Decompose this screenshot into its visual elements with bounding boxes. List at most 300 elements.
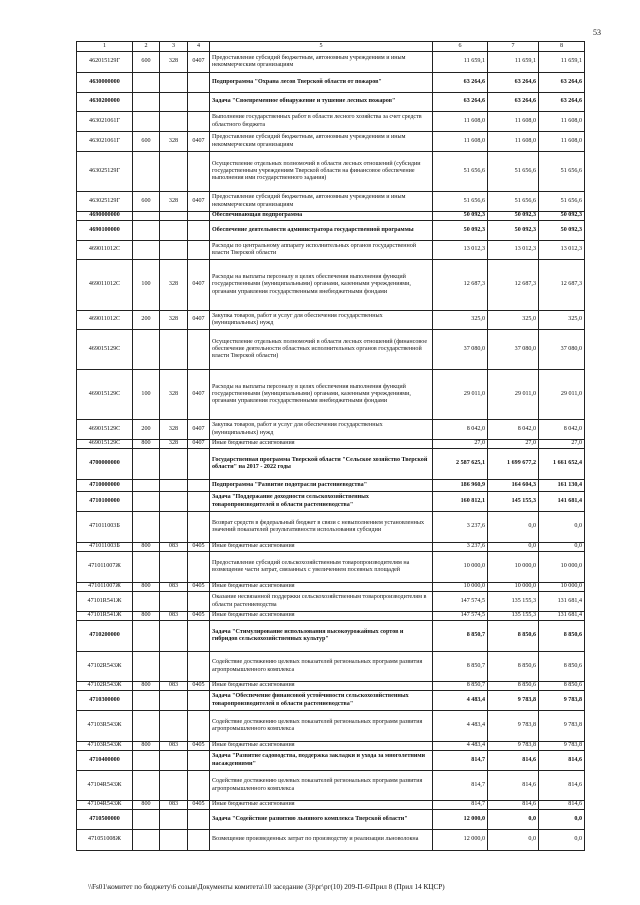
cell-amount-col-6: 10 000,0 <box>433 583 488 592</box>
cell-section-code: 0405 <box>188 612 210 621</box>
cell-description: Закупка товаров, работ и услуг для обеспечения государственных (муниципальных) нужд <box>210 311 433 330</box>
cell-description: Иные бюджетные ассигнования <box>210 440 433 449</box>
cell-amount-col-6: 814,7 <box>433 751 488 771</box>
header-col-7: 7 <box>488 42 539 52</box>
cell-expense-type: 600 <box>133 52 160 73</box>
cell-section-code <box>188 652 210 682</box>
table-body <box>77 52 585 851</box>
cell-section-code: 0405 <box>188 682 210 691</box>
cell-amount-col-8: 0,0 <box>539 810 585 830</box>
cell-description: Иные бюджетные ассигнования <box>210 801 433 810</box>
cell-ministry-code: 083 <box>160 801 188 810</box>
cell-ministry-code <box>160 152 188 192</box>
cell-section-code: 0407 <box>188 440 210 449</box>
cell-section-code <box>188 552 210 583</box>
cell-amount-col-7: 29 011,0 <box>488 370 539 420</box>
cell-section-code: 0405 <box>188 742 210 751</box>
table-row <box>77 440 585 449</box>
cell-expense-type <box>133 492 160 512</box>
cell-section-code <box>188 830 210 851</box>
cell-target-code: 463025129Г <box>77 192 133 212</box>
cell-ministry-code <box>160 830 188 851</box>
cell-section-code: 0407 <box>188 420 210 440</box>
cell-description: Осуществление отдельных полномочий в области лесных отношений (субсидии государственным учреждениям Тверской области на финансовое обеспечение выполнения ими государственного задания) <box>210 152 433 192</box>
cell-section-code <box>188 592 210 612</box>
cell-section-code <box>188 751 210 771</box>
cell-expense-type: 600 <box>133 132 160 152</box>
table-row <box>77 583 585 592</box>
cell-amount-col-8: 141 681,4 <box>539 492 585 512</box>
cell-section-code <box>188 152 210 192</box>
cell-expense-type <box>133 221 160 241</box>
cell-amount-col-6: 12 687,3 <box>433 260 488 311</box>
cell-amount-col-7: 0,0 <box>488 830 539 851</box>
cell-section-code: 0407 <box>188 370 210 420</box>
cell-amount-col-6: 50 092,3 <box>433 221 488 241</box>
cell-amount-col-8: 51 656,6 <box>539 192 585 212</box>
cell-expense-type: 800 <box>133 440 160 449</box>
cell-amount-col-6: 8 850,7 <box>433 621 488 652</box>
cell-expense-type <box>133 751 160 771</box>
cell-target-code: 47103R543Ж <box>77 711 133 742</box>
header-col-8: 8 <box>539 42 585 52</box>
cell-amount-col-6: 51 656,6 <box>433 192 488 212</box>
cell-amount-col-8: 11 608,0 <box>539 132 585 152</box>
table-row <box>77 330 585 370</box>
header-col-2: 2 <box>133 42 160 52</box>
table-row <box>77 480 585 492</box>
cell-description: Задача "Обеспечение финансовой устойчивости сельскохозяйственных товаропроизводителей в области растениеводства" <box>210 691 433 711</box>
cell-amount-col-7: 8 850,6 <box>488 682 539 691</box>
cell-target-code: 4710000000 <box>77 480 133 492</box>
cell-expense-type: 100 <box>133 370 160 420</box>
cell-amount-col-6: 63 264,6 <box>433 93 488 112</box>
cell-target-code: 4630200000 <box>77 93 133 112</box>
file-path-footer: \\Fs01\комитет по бюджету\6 созыв\Документы комитета\10 заседание (3)\рг\рг(10) 209-П-6\Прил 8 (Прил 14 КЦСР) <box>88 883 445 891</box>
cell-expense-type <box>133 112 160 132</box>
cell-ministry-code: 083 <box>160 543 188 552</box>
cell-expense-type <box>133 241 160 260</box>
cell-amount-col-7: 814,6 <box>488 751 539 771</box>
cell-section-code <box>188 241 210 260</box>
cell-target-code: 463021061Г <box>77 112 133 132</box>
cell-target-code: 47102R543Ж <box>77 682 133 691</box>
cell-description: Предоставление субсидий бюджетным, автономным учреждениям и иным некоммерческим организациям <box>210 132 433 152</box>
header-col-4: 4 <box>188 42 210 52</box>
cell-expense-type <box>133 830 160 851</box>
cell-amount-col-7: 814,6 <box>488 801 539 810</box>
cell-section-code: 0405 <box>188 801 210 810</box>
cell-description: Возмещение произведенных затрат по производству и реализации льноволокна <box>210 830 433 851</box>
cell-ministry-code <box>160 212 188 221</box>
cell-amount-col-7: 11 659,1 <box>488 52 539 73</box>
cell-section-code: 0407 <box>188 260 210 311</box>
cell-ministry-code <box>160 93 188 112</box>
cell-amount-col-6: 8 042,0 <box>433 420 488 440</box>
cell-section-code <box>188 212 210 221</box>
cell-expense-type: 800 <box>133 682 160 691</box>
cell-target-code: 4710100000 <box>77 492 133 512</box>
cell-description: Предоставление субсидий сельскохозяйственным товаропроизводителям на возмещение части затрат, связанных с увеличением посевных площадей <box>210 552 433 583</box>
cell-amount-col-8: 0,0 <box>539 830 585 851</box>
cell-description: Предоставление субсидий бюджетным, автономным учреждениям и иным некоммерческим организациям <box>210 192 433 212</box>
cell-target-code: 47101R541Ж <box>77 612 133 621</box>
cell-target-code: 469015129С <box>77 420 133 440</box>
cell-ministry-code: 083 <box>160 583 188 592</box>
cell-amount-col-8: 0,0 <box>539 543 585 552</box>
header-col-5: 5 <box>210 42 433 52</box>
cell-amount-col-6: 325,0 <box>433 311 488 330</box>
table-row <box>77 192 585 212</box>
cell-amount-col-8: 0,0 <box>539 512 585 543</box>
cell-section-code: 0407 <box>188 192 210 212</box>
budget-table <box>76 41 585 851</box>
cell-target-code: 4710200000 <box>77 621 133 652</box>
cell-amount-col-8: 131 681,4 <box>539 612 585 621</box>
cell-amount-col-6: 4 483,4 <box>433 691 488 711</box>
cell-amount-col-6: 12 000,0 <box>433 810 488 830</box>
table-row <box>77 771 585 801</box>
cell-section-code <box>188 810 210 830</box>
cell-target-code: 471011007Ж <box>77 552 133 583</box>
table-row <box>77 52 585 73</box>
cell-section-code <box>188 771 210 801</box>
cell-amount-col-7: 135 155,3 <box>488 612 539 621</box>
cell-expense-type <box>133 592 160 612</box>
cell-target-code: 469011012С <box>77 311 133 330</box>
table-row <box>77 621 585 652</box>
cell-expense-type: 600 <box>133 192 160 212</box>
header-col-6: 6 <box>433 42 488 52</box>
cell-amount-col-6: 37 080,0 <box>433 330 488 370</box>
cell-amount-col-8: 63 264,6 <box>539 73 585 93</box>
cell-section-code: 0405 <box>188 543 210 552</box>
cell-expense-type <box>133 810 160 830</box>
cell-amount-col-8: 131 681,4 <box>539 592 585 612</box>
cell-section-code <box>188 449 210 480</box>
page-number: 53 <box>593 28 601 37</box>
header-col-3: 3 <box>160 42 188 52</box>
table-row <box>77 492 585 512</box>
cell-description: Закупка товаров, работ и услуг для обеспечения государственных (муниципальных) нужд <box>210 420 433 440</box>
cell-description: Предоставление субсидий бюджетным, автономным учреждениям и иным некоммерческим организациям <box>210 52 433 73</box>
cell-amount-col-8: 8 850,6 <box>539 652 585 682</box>
cell-description: Иные бюджетные ассигнования <box>210 682 433 691</box>
cell-amount-col-8: 11 659,1 <box>539 52 585 73</box>
cell-target-code: 471011003Б <box>77 512 133 543</box>
cell-amount-col-6: 2 587 625,1 <box>433 449 488 480</box>
cell-description: Осуществление отдельных полномочий в области лесных отношений (финансовое обеспечение деятельности областных исполнительных органов государственной власти Тверской области) <box>210 330 433 370</box>
cell-ministry-code <box>160 512 188 543</box>
cell-expense-type <box>133 552 160 583</box>
cell-ministry-code: 083 <box>160 612 188 621</box>
cell-description: Подпрограмма "Развитие подотрасли растениеводства" <box>210 480 433 492</box>
cell-amount-col-8: 50 092,3 <box>539 221 585 241</box>
cell-expense-type: 100 <box>133 260 160 311</box>
cell-description: Задача "Поддержание доходности сельскохозяйственных товаропроизводителей в области растениеводства" <box>210 492 433 512</box>
cell-ministry-code <box>160 449 188 480</box>
cell-target-code: 4690000000 <box>77 212 133 221</box>
cell-amount-col-8: 325,0 <box>539 311 585 330</box>
cell-amount-col-8: 63 264,6 <box>539 93 585 112</box>
cell-amount-col-7: 0,0 <box>488 810 539 830</box>
cell-ministry-code: 328 <box>160 132 188 152</box>
cell-description: Оказание несвязанной поддержки сельскохозяйственным товаропроизводителям в области растениеводства <box>210 592 433 612</box>
table-row <box>77 682 585 691</box>
cell-ministry-code <box>160 480 188 492</box>
cell-amount-col-6: 3 237,6 <box>433 512 488 543</box>
cell-target-code: 4690100000 <box>77 221 133 241</box>
cell-expense-type <box>133 152 160 192</box>
cell-section-code <box>188 512 210 543</box>
cell-ministry-code <box>160 652 188 682</box>
cell-amount-col-8: 8 042,0 <box>539 420 585 440</box>
cell-target-code: 4710400000 <box>77 751 133 771</box>
cell-amount-col-8: 9 783,8 <box>539 691 585 711</box>
cell-description: Расходы на выплаты персоналу в целях обеспечения выполнения функций государственными (муниципальными) органами, казенными учреждениями, органами управления государственными внебюджетными фондами <box>210 260 433 311</box>
cell-ministry-code <box>160 330 188 370</box>
table-row <box>77 221 585 241</box>
cell-amount-col-6: 4 483,4 <box>433 742 488 751</box>
cell-amount-col-6: 8 850,7 <box>433 652 488 682</box>
cell-description: Задача "Своевременное обнаружение и тушение лесных пожаров" <box>210 93 433 112</box>
cell-section-code <box>188 691 210 711</box>
cell-amount-col-8: 11 608,0 <box>539 112 585 132</box>
cell-amount-col-7: 1 699 677,2 <box>488 449 539 480</box>
cell-description: Задача "Развитие садоводства, поддержка закладки и ухода за многолетними насаждениями" <box>210 751 433 771</box>
cell-ministry-code <box>160 621 188 652</box>
cell-amount-col-7: 9 783,8 <box>488 691 539 711</box>
cell-target-code: 469011012С <box>77 241 133 260</box>
cell-amount-col-7: 9 783,8 <box>488 742 539 751</box>
cell-amount-col-8: 8 850,6 <box>539 621 585 652</box>
cell-expense-type <box>133 652 160 682</box>
cell-description: Иные бюджетные ассигнования <box>210 612 433 621</box>
cell-amount-col-6: 147 574,5 <box>433 592 488 612</box>
cell-section-code <box>188 73 210 93</box>
cell-ministry-code <box>160 241 188 260</box>
cell-target-code: 471051008Ж <box>77 830 133 851</box>
cell-amount-col-6: 13 012,3 <box>433 241 488 260</box>
table-row <box>77 241 585 260</box>
cell-amount-col-6: 29 011,0 <box>433 370 488 420</box>
cell-amount-col-6: 11 608,0 <box>433 112 488 132</box>
table-row <box>77 830 585 851</box>
cell-amount-col-8: 814,6 <box>539 751 585 771</box>
table-row <box>77 370 585 420</box>
cell-amount-col-7: 50 092,3 <box>488 212 539 221</box>
table-row <box>77 592 585 612</box>
cell-section-code: 0407 <box>188 311 210 330</box>
cell-ministry-code: 328 <box>160 311 188 330</box>
cell-amount-col-7: 51 656,6 <box>488 192 539 212</box>
table-row <box>77 612 585 621</box>
cell-amount-col-6: 11 659,1 <box>433 52 488 73</box>
cell-amount-col-8: 27,0 <box>539 440 585 449</box>
cell-amount-col-8: 10 000,0 <box>539 583 585 592</box>
cell-ministry-code: 328 <box>160 440 188 449</box>
cell-amount-col-7: 9 783,8 <box>488 711 539 742</box>
cell-ministry-code: 083 <box>160 682 188 691</box>
cell-amount-col-7: 13 012,3 <box>488 241 539 260</box>
cell-amount-col-7: 11 608,0 <box>488 112 539 132</box>
table-row <box>77 73 585 93</box>
cell-target-code: 4710300000 <box>77 691 133 711</box>
cell-target-code: 469011012С <box>77 260 133 311</box>
cell-ministry-code: 328 <box>160 192 188 212</box>
cell-amount-col-7: 50 092,3 <box>488 221 539 241</box>
cell-expense-type: 800 <box>133 612 160 621</box>
cell-amount-col-8: 29 011,0 <box>539 370 585 420</box>
table-row <box>77 543 585 552</box>
cell-section-code <box>188 621 210 652</box>
cell-target-code: 462015129Г <box>77 52 133 73</box>
cell-expense-type <box>133 711 160 742</box>
cell-amount-col-7: 325,0 <box>488 311 539 330</box>
cell-amount-col-7: 8 042,0 <box>488 420 539 440</box>
cell-amount-col-6: 3 237,6 <box>433 543 488 552</box>
cell-section-code <box>188 711 210 742</box>
cell-expense-type <box>133 512 160 543</box>
cell-expense-type <box>133 73 160 93</box>
cell-target-code: 4710500000 <box>77 810 133 830</box>
cell-amount-col-8: 13 012,3 <box>539 241 585 260</box>
table-row <box>77 152 585 192</box>
cell-description: Обеспечивающая подпрограмма <box>210 212 433 221</box>
cell-description: Содействие достижению целевых показателей региональных программ развития агропромышленного комплекса <box>210 771 433 801</box>
cell-description: Иные бюджетные ассигнования <box>210 583 433 592</box>
cell-expense-type <box>133 93 160 112</box>
cell-amount-col-8: 9 783,8 <box>539 711 585 742</box>
cell-amount-col-8: 814,6 <box>539 771 585 801</box>
cell-description: Государственная программа Тверской области "Сельское хозяйство Тверской области" на 2017 - 2022 годы <box>210 449 433 480</box>
cell-description: Задача "Содействие развитию льняного комплекса Тверской области" <box>210 810 433 830</box>
cell-amount-col-6: 12 000,0 <box>433 830 488 851</box>
cell-amount-col-7: 814,6 <box>488 771 539 801</box>
cell-ministry-code <box>160 771 188 801</box>
cell-target-code: 47102R543Ж <box>77 652 133 682</box>
cell-amount-col-7: 0,0 <box>488 512 539 543</box>
cell-amount-col-7: 145 155,3 <box>488 492 539 512</box>
cell-ministry-code: 328 <box>160 260 188 311</box>
cell-expense-type: 800 <box>133 801 160 810</box>
cell-expense-type: 800 <box>133 583 160 592</box>
cell-target-code: 471011003Б <box>77 543 133 552</box>
cell-ministry-code: 328 <box>160 420 188 440</box>
cell-description: Расходы на выплаты персоналу в целях обеспечения выполнения функций государственными (муниципальными) органами, казенными учреждениями, органами управления государственными внебюджетными фондами <box>210 370 433 420</box>
cell-amount-col-6: 186 960,9 <box>433 480 488 492</box>
cell-amount-col-6: 4 483,4 <box>433 711 488 742</box>
cell-amount-col-6: 160 812,1 <box>433 492 488 512</box>
table-row <box>77 801 585 810</box>
cell-target-code: 47104R543Ж <box>77 801 133 810</box>
cell-target-code: 4700000000 <box>77 449 133 480</box>
table-row <box>77 652 585 682</box>
table-row <box>77 132 585 152</box>
cell-target-code: 47103R543Ж <box>77 742 133 751</box>
cell-amount-col-6: 51 656,6 <box>433 152 488 192</box>
cell-amount-col-7: 51 656,6 <box>488 152 539 192</box>
cell-ministry-code <box>160 552 188 583</box>
cell-amount-col-7: 10 000,0 <box>488 552 539 583</box>
cell-description: Возврат средств в федеральный бюджет в связи с невыполнением установленных значений показателей результативности использования субсидии <box>210 512 433 543</box>
cell-expense-type: 800 <box>133 543 160 552</box>
table-row <box>77 311 585 330</box>
cell-amount-col-7: 27,0 <box>488 440 539 449</box>
cell-amount-col-6: 814,7 <box>433 801 488 810</box>
cell-amount-col-8: 50 092,3 <box>539 212 585 221</box>
cell-section-code <box>188 480 210 492</box>
cell-description: Задача "Стимулирование использования высокоурожайных сортов и гибридов сельскохозяйственных культур" <box>210 621 433 652</box>
cell-amount-col-7: 63 264,6 <box>488 93 539 112</box>
table-row <box>77 691 585 711</box>
table-row <box>77 260 585 311</box>
cell-amount-col-7: 63 264,6 <box>488 73 539 93</box>
cell-amount-col-6: 50 092,3 <box>433 212 488 221</box>
cell-amount-col-6: 10 000,0 <box>433 552 488 583</box>
table-row <box>77 212 585 221</box>
cell-section-code: 0405 <box>188 583 210 592</box>
cell-amount-col-7: 10 000,0 <box>488 583 539 592</box>
cell-ministry-code <box>160 112 188 132</box>
cell-expense-type: 200 <box>133 420 160 440</box>
cell-amount-col-8: 814,6 <box>539 801 585 810</box>
cell-amount-col-6: 8 850,7 <box>433 682 488 691</box>
cell-expense-type <box>133 449 160 480</box>
cell-ministry-code <box>160 492 188 512</box>
cell-expense-type <box>133 330 160 370</box>
header-col-1: 1 <box>77 42 133 52</box>
cell-target-code: 4630000000 <box>77 73 133 93</box>
cell-expense-type <box>133 212 160 221</box>
table-row <box>77 552 585 583</box>
cell-ministry-code: 083 <box>160 742 188 751</box>
cell-target-code: 47104R543Ж <box>77 771 133 801</box>
cell-target-code: 469015129С <box>77 330 133 370</box>
cell-section-code <box>188 93 210 112</box>
cell-amount-col-6: 11 608,0 <box>433 132 488 152</box>
table-header-row <box>77 42 585 52</box>
cell-ministry-code <box>160 810 188 830</box>
cell-amount-col-8: 51 656,6 <box>539 152 585 192</box>
cell-amount-col-7: 135 155,3 <box>488 592 539 612</box>
cell-ministry-code <box>160 711 188 742</box>
cell-amount-col-7: 164 604,3 <box>488 480 539 492</box>
cell-amount-col-7: 8 850,6 <box>488 621 539 652</box>
cell-amount-col-6: 147 574,5 <box>433 612 488 621</box>
table-row <box>77 93 585 112</box>
table-row <box>77 751 585 771</box>
cell-target-code: 469015129С <box>77 440 133 449</box>
cell-amount-col-8: 12 687,3 <box>539 260 585 311</box>
cell-expense-type: 800 <box>133 742 160 751</box>
cell-section-code: 0407 <box>188 132 210 152</box>
cell-amount-col-7: 12 687,3 <box>488 260 539 311</box>
cell-section-code <box>188 492 210 512</box>
cell-expense-type <box>133 621 160 652</box>
cell-amount-col-7: 11 608,0 <box>488 132 539 152</box>
cell-ministry-code <box>160 221 188 241</box>
cell-section-code: 0407 <box>188 52 210 73</box>
cell-description: Расходы по центральному аппарату исполнительных органов государственной власти Тверской области <box>210 241 433 260</box>
table-row <box>77 742 585 751</box>
cell-target-code: 463025129Г <box>77 152 133 192</box>
cell-description: Иные бюджетные ассигнования <box>210 543 433 552</box>
cell-amount-col-8: 37 080,0 <box>539 330 585 370</box>
cell-ministry-code <box>160 751 188 771</box>
table-row <box>77 420 585 440</box>
cell-ministry-code: 328 <box>160 370 188 420</box>
